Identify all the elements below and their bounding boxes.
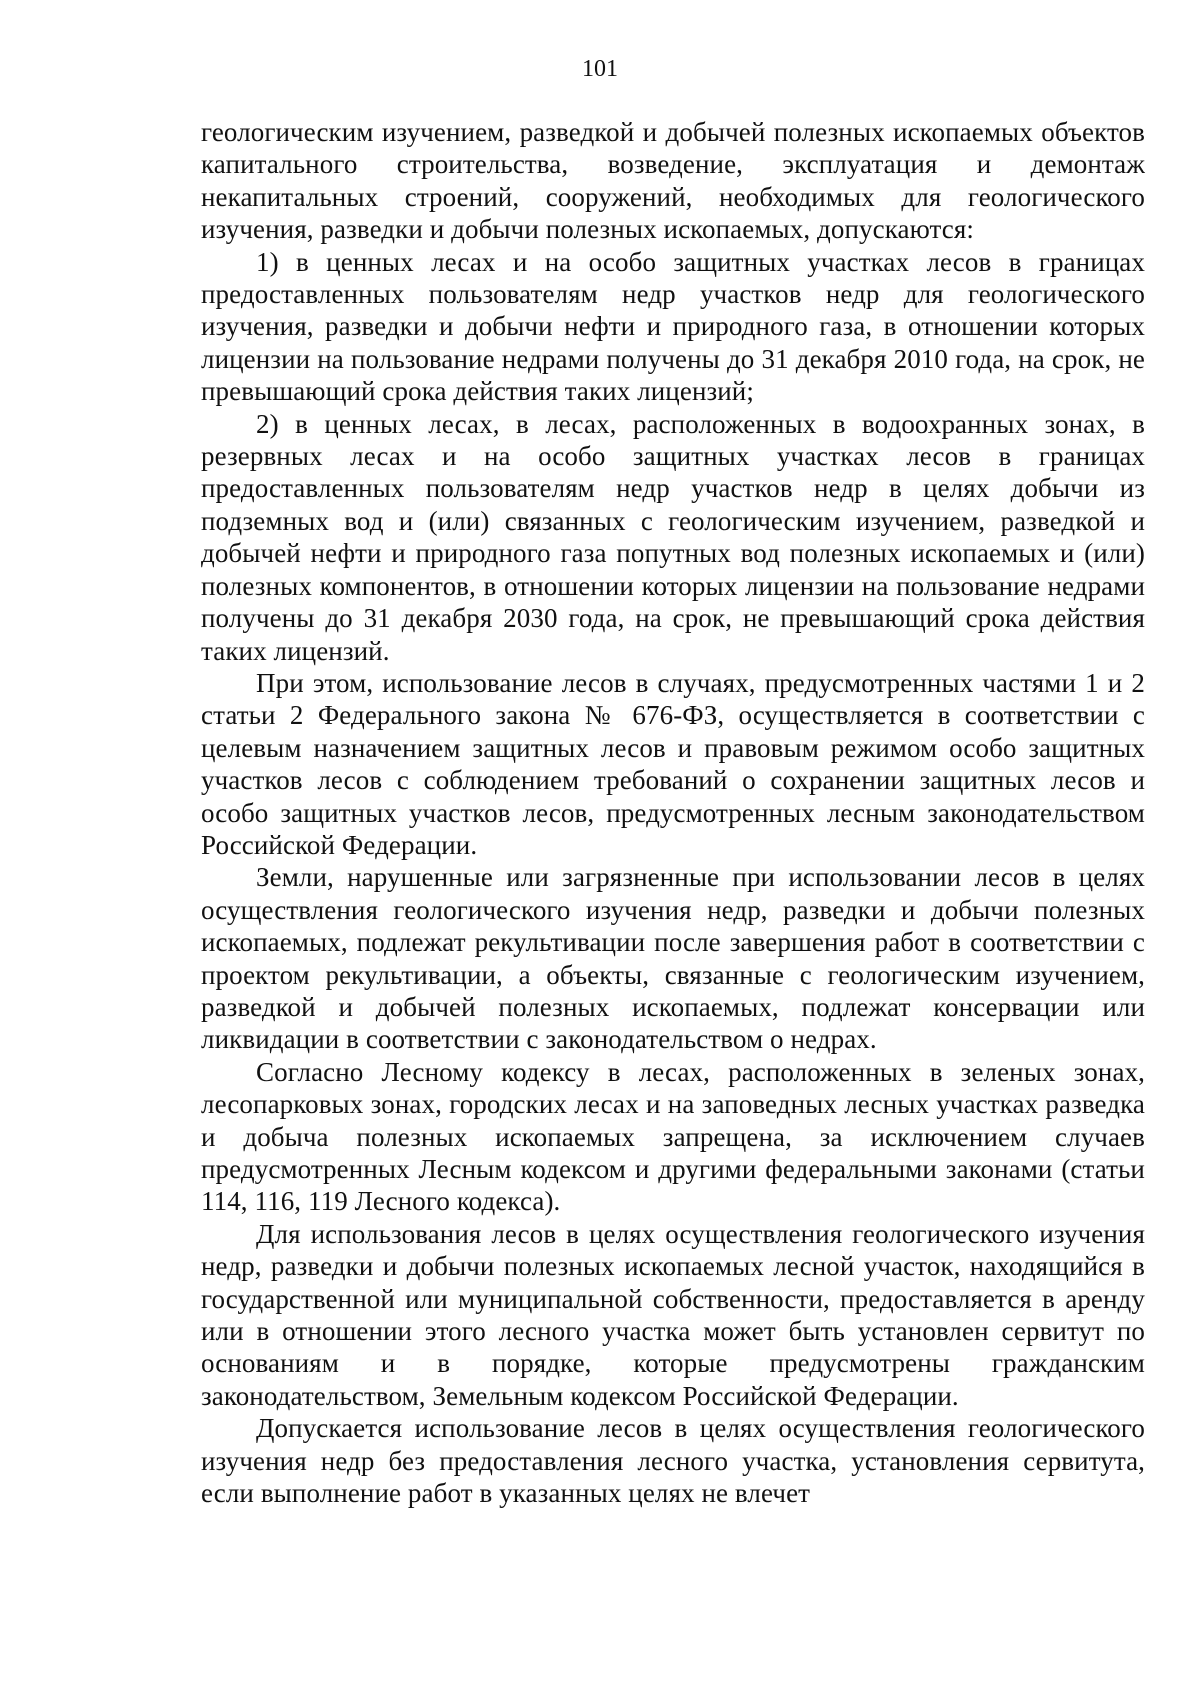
paragraph-item-1: 1) в ценных лесах и на особо защитных участках лесов в границах предоставленных пользователям недр участков недр для геологического изучения, разведки и добычи нефти и природного газа, в отношении которых лицензии на пользование недрами получены до 31 декабря 2010 года, на срок, не превышающий срока действия таких лицензий; [201,246,1145,407]
paragraph-item-2: 2) в ценных лесах, в лесах, расположенных в водоохранных зонах, в резервных лесах и на особо защитных участках лесов в границах предоставленных пользователям недр участков недр в целях добычи из подземных вод и (или) связанных с геологическим изучением, разведкой и добычей нефти и природного газа попутных вод полезных ископаемых и (или) полезных компонентов, в отношении которых лицензии на пользование недрами получены до 31 декабря 2030 года, на срок, не превышающий срока действия таких лицензий. [201,408,1145,666]
paragraph-protective-forests: При этом, использование лесов в случаях, предусмотренных частями 1 и 2 статьи 2 Федерального закона № 676-ФЗ, осуществляется в соответствии с целевым назначением защитных лесов и правовым режимом особо защитных участков лесов с соблюдением требований о сохранении защитных лесов и особо защитных участков лесов, предусмотренных лесным законодательством Российской Федерации. [201,667,1145,860]
paragraph-forest-code-prohibition: Согласно Лесному кодексу в лесах, расположенных в зеленых зонах, лесопарковых зонах, городских лесах и на заповедных лесных участках разведка и добыча полезных ископаемых запрещена, за исключением случаев предусмотренных Лесным кодексом и другими федеральными законами (статьи 114, 116, 119 Лесного кодекса). [201,1056,1145,1217]
document-body [201,116,1145,1509]
paragraph-lease-servitude: Для использования лесов в целях осуществления геологического изучения недр, разведки и добычи полезных ископаемых лесной участок, находящийся в государственной или муниципальной собственности, предоставляется в аренду или в отношении этого лесного участка может быть установлен сервитут по основаниям и в порядке, которые предусмотрены гражданским законодательством, Земельным кодексом Российской Федерации. [201,1218,1145,1411]
paragraph-continuation: геологическим изучением, разведкой и добычей полезных ископаемых объектов капитального строительства, возведение, эксплуатация и демонтаж некапитальных строений, сооружений, необходимых для геологического изучения, разведки и добычи полезных ископаемых, допускаются: [201,117,1145,245]
paragraph-land-recultivation: Земли, нарушенные или загрязненные при использовании лесов в целях осуществления геологического изучения недр, разведки и добычи полезных ископаемых, подлежат рекультивации после завершения работ в соответствии с проектом рекультивации, а объекты, связанные с геологическим изучением, разведкой и добычей полезных ископаемых, подлежат консервации или ликвидации в соответствии с законодательством о недрах. [201,862,1145,1055]
paragraph-without-lease: Допускается использование лесов в целях осуществления геологического изучения недр без предоставления лесного участка, установления сервитута, если выполнение работ в указанных целях не влечет [201,1413,1145,1509]
page-number: 101 [582,56,618,82]
